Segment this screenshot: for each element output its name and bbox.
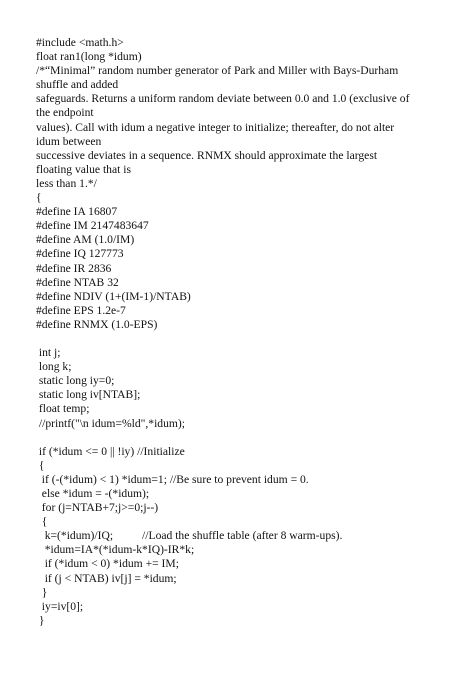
define-line: #define AM (1.0/IM) [36, 233, 135, 247]
declaration-line: long k; [36, 360, 72, 374]
code-line: if (j < NTAB) iv[j] = *idum; [36, 571, 177, 585]
declaration-line: int j; [36, 346, 61, 360]
define-line: #define EPS 1.2e-7 [36, 303, 126, 317]
code-line: k=(*idum)/IQ; //Load the shuffle table (after 8 warm-ups). [36, 529, 343, 543]
define-line: #define RNMX (1.0-EPS) [36, 317, 158, 331]
code-line: *idum=IA*(*idum-k*IQ)-IR*k; [36, 543, 195, 557]
code-line: } [36, 585, 48, 599]
code-line: { [36, 458, 45, 472]
define-line: #define IR 2836 [36, 261, 112, 275]
code-line: { [36, 515, 48, 529]
define-line: #define NTAB 32 [36, 275, 119, 289]
code-line: else *idum = -(*idum); [36, 487, 150, 500]
blank-line [36, 431, 456, 445]
comment-line: idum between [36, 134, 102, 148]
code-line: iy=iv[0]; [36, 599, 84, 613]
blank-line [36, 332, 456, 346]
define-line: #define IM 2147483647 [36, 219, 149, 233]
declaration-line: //printf("\n idum=%ld",*idum); [36, 416, 185, 430]
declaration-line: static long iv[NTAB]; [36, 388, 141, 402]
comment-line: floating value that is [36, 162, 131, 176]
define-line: #define IQ 127773 [36, 247, 124, 261]
comment-line: shuffle and added [36, 78, 119, 92]
comment-line: /*“Minimal” random number generator of Park and Miller with Bays-Durham [36, 64, 399, 78]
declaration-line: static long iy=0; [36, 374, 115, 388]
define-line: #define IA 16807 [36, 205, 118, 219]
comment-line: values). Call with idum a negative integer to initialize; thereafter, do not alter [36, 120, 395, 134]
comment-line: the endpoint [36, 106, 94, 120]
code-document [36, 36, 456, 628]
code-line: for (j=NTAB+7;j>=0;j--) [36, 501, 159, 515]
open-brace: { [36, 191, 42, 205]
code-line: if (*idum <= 0 || !iy) //Initialize [36, 444, 185, 458]
define-line: #define NDIV (1+(IM-1)/NTAB) [36, 289, 191, 303]
code-line: if (*idum < 0) *idum += IM; [36, 557, 179, 571]
comment-line: safeguards. Returns a uniform random deviate between 0.0 and 1.0 (exclusive of [36, 92, 410, 106]
declaration-line: float temp; [36, 402, 90, 416]
code-line: if (-(*idum) < 1) *idum=1; //Be sure to prevent idum = 0. [36, 472, 309, 486]
function-signature: float ran1(long *idum) [36, 50, 142, 64]
comment-line: successive deviates in a sequence. RNMX should approximate the largest [36, 148, 378, 162]
code-line: } [36, 613, 45, 627]
include-line: #include <math.h> [36, 36, 124, 49]
comment-line: less than 1.*/ [36, 176, 97, 190]
